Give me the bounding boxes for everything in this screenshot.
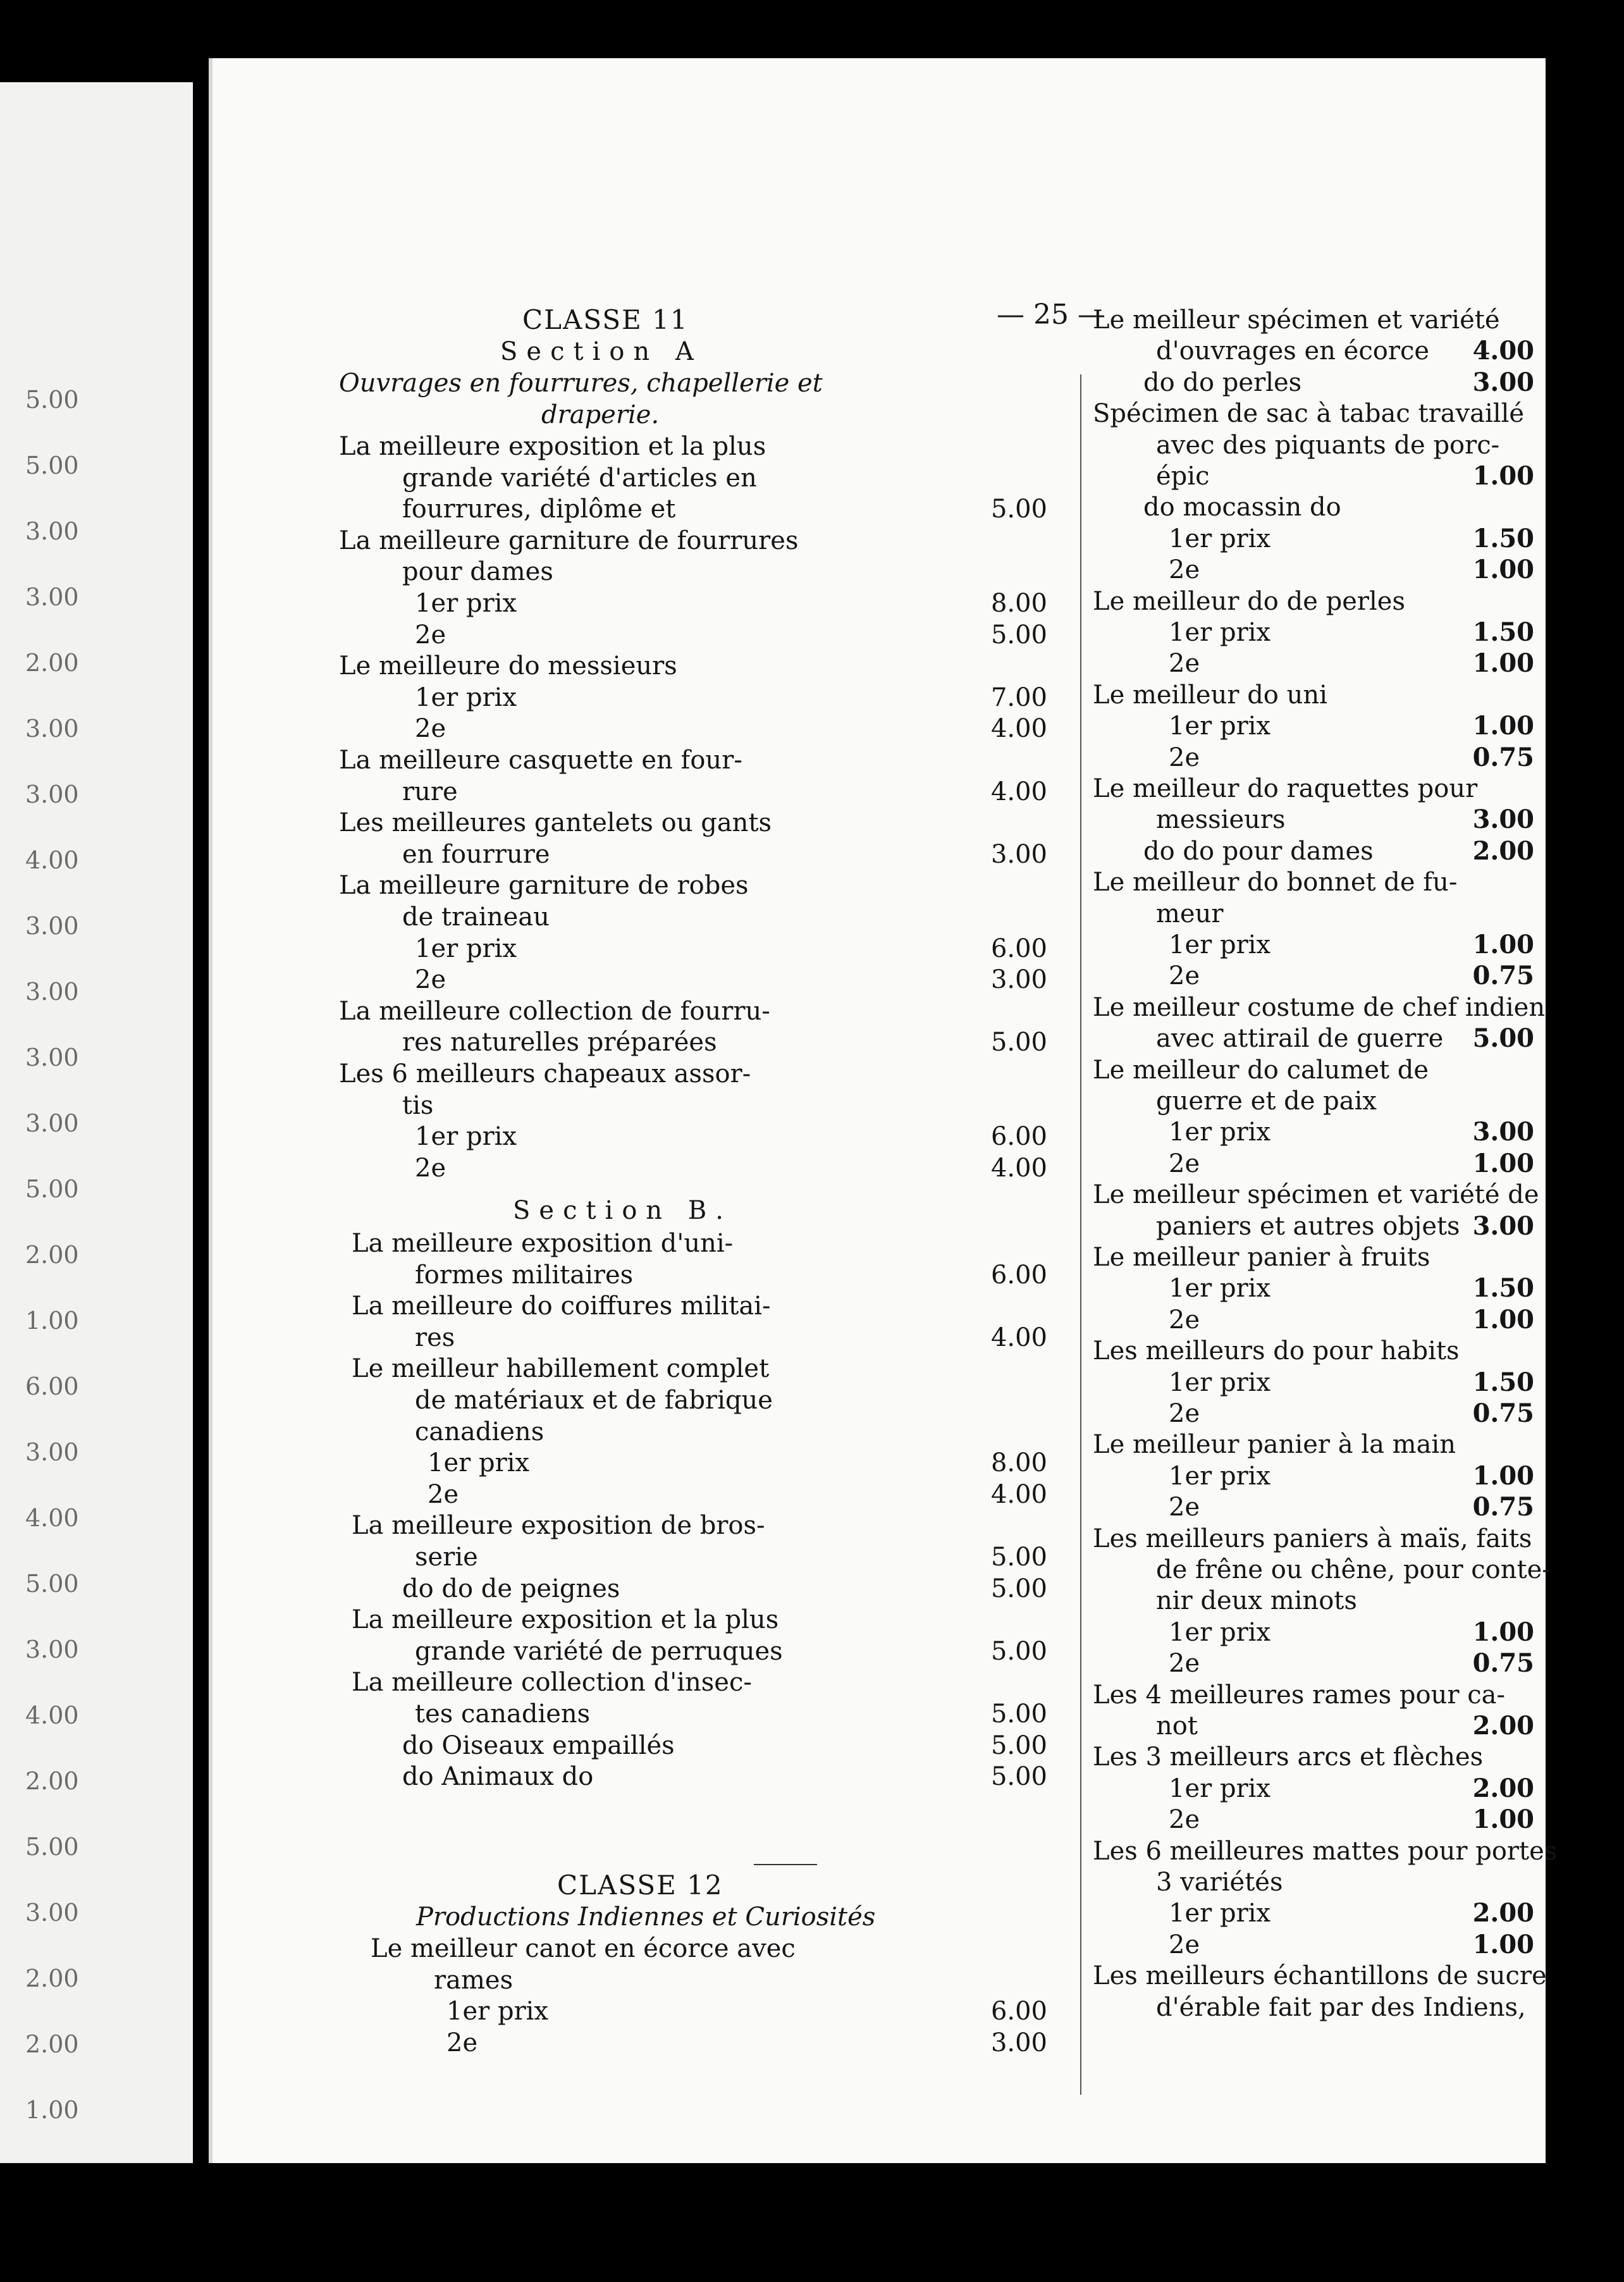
entry-text: serie xyxy=(415,1543,478,1572)
entry-text: de frêne ou chêne, pour conte- xyxy=(1156,1555,1551,1584)
entry-text: Les meilleurs échantillons de sucre xyxy=(1093,1961,1547,1991)
left-page-amount: 4.00 xyxy=(25,1701,79,1729)
entry-amount: 1.00 xyxy=(1472,1148,1534,1178)
entry-text: guerre et de paix xyxy=(1156,1087,1377,1116)
left-page-amount: 5.00 xyxy=(25,1570,79,1598)
left-page-amount: 4.00 xyxy=(25,846,79,874)
entry-amount: 5.00 xyxy=(990,1543,1047,1572)
classe-11-title: CLASSE 11 xyxy=(522,304,689,335)
entry-text: 2e xyxy=(1169,555,1200,585)
entry-text: 2e xyxy=(415,620,446,650)
entry-text: rames xyxy=(434,1965,514,1995)
entry-amount: 3.00 xyxy=(990,965,1047,995)
entry-text: Les meilleurs do pour habits xyxy=(1093,1336,1460,1366)
left-page-amount: 5.00 xyxy=(25,452,79,479)
entry-amount: 3.00 xyxy=(990,2028,1047,2057)
entry-amount: 2.00 xyxy=(1472,1711,1534,1741)
entry-amount: 5.00 xyxy=(990,620,1047,650)
entry-text: Le meilleur do bonnet de fu- xyxy=(1093,868,1458,897)
entry-text: 2e xyxy=(1169,1930,1200,1959)
entry-text: La meilleure exposition et la plus xyxy=(352,1605,779,1635)
entry-text: de matériaux et de fabrique xyxy=(415,1386,773,1415)
entry-text: 2e xyxy=(1169,961,1200,991)
left-page-amount: 5.00 xyxy=(25,1175,79,1203)
entry-text: 1er prix xyxy=(1169,618,1271,647)
entry-text: 2e xyxy=(1169,1649,1200,1679)
entry-text: canadiens xyxy=(415,1417,544,1446)
entry-amount: 6.00 xyxy=(990,1260,1047,1290)
entry-text: res naturelles préparées xyxy=(402,1028,717,1058)
entry-amount: 5.00 xyxy=(990,1730,1047,1760)
entry-text: Le meilleur spécimen et variété de xyxy=(1093,1180,1539,1210)
entry-text: 2e xyxy=(415,965,446,995)
entry-amount: 4.00 xyxy=(990,1323,1047,1352)
entry-text: Les 6 meilleurs chapeaux assor- xyxy=(339,1059,751,1089)
entry-text: en fourrure xyxy=(402,839,550,869)
entry-text: rure xyxy=(402,777,458,806)
document-page xyxy=(209,58,1558,2163)
entry-text: 1er prix xyxy=(1169,1274,1271,1304)
entry-amount: 3.00 xyxy=(1472,1211,1534,1241)
entry-amount: 5.00 xyxy=(990,1762,1047,1792)
entry-text: 2e xyxy=(1169,743,1200,772)
left-page-amount: 3.00 xyxy=(25,912,79,940)
entry-amount: 5.00 xyxy=(990,1028,1047,1058)
entry-text: 1er prix xyxy=(428,1448,530,1478)
page-number: — 25 — xyxy=(997,299,1105,331)
entry-text: La meilleure exposition de bros- xyxy=(352,1511,765,1541)
entry-amount: 1.50 xyxy=(1472,1367,1534,1397)
entry-amount: 6.00 xyxy=(990,1122,1047,1152)
entry-amount: 5.00 xyxy=(1472,1023,1534,1054)
entry-amount: 1.00 xyxy=(1472,1304,1534,1335)
entry-text: meur xyxy=(1156,899,1224,928)
left-page-amount: 3.00 xyxy=(25,780,79,808)
entry-text: Les 4 meilleures rames pour ca- xyxy=(1093,1680,1505,1710)
entry-text: do Animaux do xyxy=(402,1762,594,1792)
entry-amount: 1.00 xyxy=(1472,1460,1534,1491)
entry-text: tis xyxy=(402,1090,434,1120)
entry-text: Les 6 meilleures mattes pour portes xyxy=(1093,1836,1558,1866)
entry-text: grande variété d'articles en xyxy=(402,463,757,493)
entry-text: 2e xyxy=(415,1153,446,1183)
entry-amount: 3.00 xyxy=(1472,367,1534,397)
entry-text: Spécimen de sac à tabac travaillé xyxy=(1093,399,1525,429)
entry-amount: 2.00 xyxy=(1472,1898,1534,1928)
entry-text: 1er prix xyxy=(415,589,517,618)
left-page-amount: 3.00 xyxy=(25,1044,79,1071)
entry-text: La meilleure garniture de robes xyxy=(339,871,749,901)
entry-text: avec des piquants de porc- xyxy=(1156,430,1500,460)
entry-text: Le meilleur do de perles xyxy=(1093,586,1405,616)
entry-amount: 5.00 xyxy=(990,1636,1047,1666)
entry-amount: 0.75 xyxy=(1472,1648,1534,1679)
entry-text: 2e xyxy=(1169,1805,1200,1835)
left-page-amount: 3.00 xyxy=(25,583,79,611)
entry-amount: 4.00 xyxy=(990,777,1047,806)
entry-text: 1er prix xyxy=(1169,1461,1271,1491)
entry-amount: 0.75 xyxy=(1472,1492,1534,1522)
entry-text: La meilleure exposition d'uni- xyxy=(352,1229,734,1258)
entry-amount: 1.00 xyxy=(1472,930,1534,959)
entry-text: grande variété de perruques xyxy=(415,1636,783,1666)
entry-amount: 1.00 xyxy=(1472,555,1534,585)
left-page-amount: 2.00 xyxy=(25,1964,79,1992)
entry-text: 1er prix xyxy=(446,1997,549,2026)
entry-text: La meilleure exposition et la plus xyxy=(339,432,766,461)
entry-text: tes canadiens xyxy=(415,1699,591,1729)
entry-text: 1er prix xyxy=(415,934,517,963)
entry-text: Le meilleur panier à fruits xyxy=(1093,1243,1430,1272)
entry-amount: 5.00 xyxy=(990,1699,1047,1729)
entry-text: 1er prix xyxy=(1169,712,1271,741)
left-page-amount: 6.00 xyxy=(25,1372,79,1400)
entry-text: La meilleure casquette en four- xyxy=(339,746,742,775)
entry-text: 1er prix xyxy=(1169,1367,1271,1397)
entry-text: d'érable fait par des Indiens, xyxy=(1156,1992,1526,2022)
entry-text: Les meilleurs paniers à maïs, faits xyxy=(1093,1524,1532,1553)
column-divider xyxy=(1080,374,1081,2095)
entry-text: 2e xyxy=(446,2028,478,2057)
entry-amount: 0.75 xyxy=(1472,961,1534,991)
entry-amount: 1.00 xyxy=(1472,648,1534,679)
entry-amount: 1.00 xyxy=(1472,1617,1534,1647)
entry-text: pour dames xyxy=(402,557,553,587)
entry-text: Les meilleures gantelets ou gants xyxy=(339,808,772,838)
left-page-amount: 2.00 xyxy=(25,649,79,677)
entry-amount: 1.00 xyxy=(1472,711,1534,741)
classe-11-subtitle-cont: draperie. xyxy=(541,400,660,429)
entry-text: 3 variétés xyxy=(1156,1868,1283,1897)
left-page-amount: 2.00 xyxy=(25,2030,79,2058)
section-a-heading: Section A xyxy=(500,337,703,366)
entry-text: d'ouvrages en écorce xyxy=(1156,336,1430,366)
classe-12-subtitle: Productions Indiennes et Curiosités xyxy=(416,1903,876,1932)
entry-text: Le meilleur panier à la main xyxy=(1093,1430,1456,1460)
entry-text: 2e xyxy=(1169,1493,1200,1522)
entry-amount: 5.00 xyxy=(990,1574,1047,1603)
entry-amount: 4.00 xyxy=(990,1479,1047,1509)
entry-amount: 8.00 xyxy=(990,589,1047,618)
classe-11-subtitle: Ouvrages en fourrures, chapellerie et xyxy=(339,369,823,398)
entry-amount: 1.50 xyxy=(1472,523,1534,553)
entry-text: 1er prix xyxy=(415,682,517,712)
entry-amount: 3.00 xyxy=(1472,805,1534,835)
entry-text: not xyxy=(1156,1712,1198,1741)
entry-text: 1er prix xyxy=(1169,1118,1271,1147)
entry-text: do Oiseaux empaillés xyxy=(402,1730,675,1760)
entry-amount: 1.00 xyxy=(1472,461,1534,491)
left-page-amount: 2.00 xyxy=(25,1241,79,1269)
left-page-amount: 1.00 xyxy=(25,2096,79,2124)
entry-text: La meilleure collection d'insec- xyxy=(352,1668,752,1698)
entry-text: 1er prix xyxy=(1169,930,1271,959)
entry-amount: 6.00 xyxy=(990,1997,1047,2026)
entry-amount: 3.00 xyxy=(1472,1117,1534,1147)
entry-amount: 4.00 xyxy=(1472,336,1534,366)
entry-text: 2e xyxy=(1169,649,1200,679)
entry-text: formes militaires xyxy=(415,1260,634,1290)
entry-text: 2e xyxy=(1169,1399,1200,1428)
entry-text: Le meilleur habillement complet xyxy=(352,1354,770,1384)
entry-text: paniers et autres objets xyxy=(1156,1211,1460,1241)
left-page-amount: 5.00 xyxy=(25,1833,79,1861)
left-page-amount: 3.00 xyxy=(25,1899,79,1927)
entry-amount: 0.75 xyxy=(1472,1398,1534,1428)
entry-text: 2e xyxy=(1169,1305,1200,1335)
left-page-amount: 3.00 xyxy=(25,517,79,545)
entry-text: 1er prix xyxy=(1169,1773,1271,1803)
entry-amount: 6.00 xyxy=(990,934,1047,963)
entry-text: do mocassin do xyxy=(1143,493,1341,522)
entry-text: Le meilleur canot en écorce avec xyxy=(371,1934,796,1963)
entry-amount: 1.50 xyxy=(1472,1273,1534,1304)
entry-text: Le meilleur do raquettes pour xyxy=(1093,774,1478,803)
entry-text: Le meilleur costume de chef indien xyxy=(1093,992,1546,1022)
entry-text: 2e xyxy=(1169,1149,1200,1178)
entry-text: nir deux minots xyxy=(1156,1586,1357,1616)
entry-text: 1er prix xyxy=(1169,1899,1271,1928)
entry-text: do do perles xyxy=(1143,367,1302,397)
entry-amount: 4.00 xyxy=(990,1153,1047,1183)
entry-amount: 7.00 xyxy=(990,682,1047,712)
left-page-amount: 3.00 xyxy=(25,715,79,743)
entry-text: messieurs xyxy=(1156,805,1286,835)
entry-amount: 1.00 xyxy=(1472,1804,1534,1835)
left-page-amount: 1.00 xyxy=(25,1307,79,1335)
entry-text: 2e xyxy=(428,1479,459,1509)
left-page-amount: 3.00 xyxy=(25,1438,79,1466)
left-page-amount: 2.00 xyxy=(25,1767,79,1795)
section-b-heading: Section B. xyxy=(513,1196,733,1225)
entry-text: 1er prix xyxy=(1169,1617,1271,1647)
entry-amount: 2.00 xyxy=(1472,836,1534,866)
entry-text: Le meilleur do calumet de xyxy=(1093,1055,1429,1085)
left-page-amount: 3.00 xyxy=(25,978,79,1006)
left-page-amount: 4.00 xyxy=(25,1504,79,1532)
entry-amount: 0.75 xyxy=(1472,742,1534,772)
entry-text: 2e xyxy=(415,714,446,744)
entry-text: res xyxy=(415,1323,455,1352)
entry-text: Le meilleur spécimen et variété xyxy=(1093,305,1500,335)
left-page-amount: 3.00 xyxy=(25,1109,79,1137)
entry-text: épic xyxy=(1156,462,1210,491)
entry-amount: 8.00 xyxy=(990,1448,1047,1478)
entry-text: 1er prix xyxy=(1169,524,1271,553)
entry-amount: 4.00 xyxy=(990,714,1047,744)
left-page-amount: 5.00 xyxy=(25,386,79,414)
entry-text: La meilleure collection de fourru- xyxy=(339,996,770,1026)
entry-amount: 3.00 xyxy=(990,839,1047,869)
entry-text: do do de peignes xyxy=(402,1574,620,1603)
entry-text: de traineau xyxy=(402,903,550,932)
left-page-fragment xyxy=(0,82,193,2163)
entry-text: avec attirail de guerre xyxy=(1156,1024,1444,1054)
entry-text: Les 3 meilleurs arcs et flèches xyxy=(1093,1742,1484,1772)
entry-text: fourrures, diplôme et xyxy=(402,495,676,524)
entry-text: do do pour dames xyxy=(1143,836,1374,866)
entry-text: La meilleure garniture de fourrures xyxy=(339,526,799,555)
entry-text: Le meilleure do messieurs xyxy=(339,651,677,681)
entry-text: 1er prix xyxy=(415,1122,517,1152)
left-page-amount: 3.00 xyxy=(25,1636,79,1663)
entry-text: La meilleure do coiffures militai- xyxy=(352,1292,771,1321)
entry-amount: 2.00 xyxy=(1472,1773,1534,1803)
entry-text: Le meilleur do uni xyxy=(1093,680,1327,710)
separator-rule xyxy=(754,1864,817,1865)
entry-amount: 1.50 xyxy=(1472,617,1534,647)
entry-amount: 5.00 xyxy=(990,495,1047,524)
classe-12-title: CLASSE 12 xyxy=(557,1870,723,1901)
entry-amount: 1.00 xyxy=(1472,1929,1534,1959)
